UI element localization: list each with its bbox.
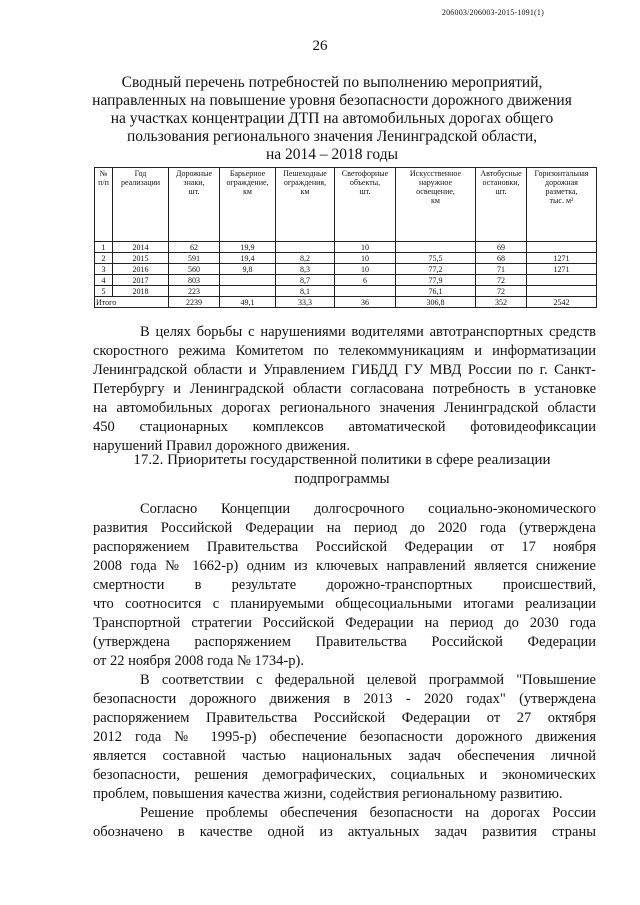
text-line: 2008 года № 1662-р) одним из ключевых направлений является снижение <box>93 558 596 574</box>
header-text: Год <box>134 169 147 178</box>
table-cell <box>527 275 597 286</box>
title-line: пользования регионального значения Ленинградской области, <box>126 128 538 145</box>
column-header <box>113 168 169 242</box>
header-text: Пешеходные <box>283 169 327 178</box>
header-text: ограждение, <box>226 178 269 187</box>
header-text: км <box>243 187 252 196</box>
column-header <box>396 168 476 242</box>
text-line: распоряжением Правительства Российской Федерации от 27 октября <box>93 710 596 726</box>
header-text: наружное <box>418 178 453 187</box>
text-line: нарушений Правил дорожного движения. <box>93 438 350 454</box>
page-number: 26 <box>312 38 328 54</box>
header-text: км <box>300 187 310 196</box>
total-cell: 2239 <box>169 297 220 308</box>
table-cell: 19,4 <box>220 253 276 264</box>
needs-summary-table <box>94 167 597 308</box>
header-text: Барьерное <box>229 169 266 178</box>
text-line: от 22 ноября 2008 года № 1734-р). <box>93 653 304 669</box>
header-text: шт. <box>359 187 371 196</box>
text-line: развития Российской Федерации на период до 2020 года (утверждена <box>93 520 596 536</box>
text-line: обозначено в качестве одной из актуальных задач развития страны <box>93 824 596 840</box>
header-text: шт. <box>495 187 507 196</box>
table-row <box>95 264 597 275</box>
header-text: ограждения, <box>283 178 327 187</box>
table-cell: 8,3 <box>276 264 335 275</box>
table-cell: 2 <box>95 253 113 264</box>
total-cell: 306,8 <box>396 297 476 308</box>
table-cell: 223 <box>169 286 220 297</box>
header-text: дорожная <box>545 178 578 187</box>
header-text: Искусственное <box>409 169 462 178</box>
text-line: (утверждена распоряжением Правительства Российской Федерации <box>93 634 596 650</box>
text-line: смертности в результате дорожно-транспортных происшествий, <box>93 577 596 593</box>
table-cell: 8,2 <box>276 253 335 264</box>
title-line: на участках концентрации ДТП на автомобильных дорогах общего <box>110 110 554 127</box>
table-cell <box>527 242 597 253</box>
header-text: Горизонтальная <box>534 169 589 178</box>
header-text: Светофорные <box>341 169 389 178</box>
table-cell: 8,1 <box>276 286 335 297</box>
header-text: км <box>431 196 440 205</box>
text-line: В соответствии с федеральной целевой программой "Повышение <box>140 672 596 688</box>
table-title <box>92 74 572 164</box>
text-line: Решение проблемы обеспечения безопасности на дорогах России <box>140 805 596 821</box>
header-text: объекты, <box>349 178 381 187</box>
column-header <box>220 168 276 242</box>
table-cell <box>335 286 396 297</box>
table-header-row <box>95 168 597 242</box>
paragraph-federal-program <box>93 671 596 804</box>
table-cell: 3 <box>95 264 113 275</box>
table-cell <box>276 242 335 253</box>
text-line: 450 стационарных комплексов автоматической фотовидеофиксации <box>93 419 596 435</box>
text-line: Согласно Концепции долгосрочного социально-экономического <box>140 501 596 517</box>
table-body <box>95 242 597 308</box>
table-cell: 2017 <box>113 275 169 286</box>
paragraph-road-safety <box>93 804 596 842</box>
header-text: разметка, <box>545 187 578 196</box>
table-cell: 10 <box>335 264 396 275</box>
table-cell: 72 <box>476 275 527 286</box>
text-line: скоростного режима Комитетом по телекоммуникациям и информатизации <box>93 343 596 359</box>
table-cell: 62 <box>169 242 220 253</box>
table-cell: 1271 <box>527 264 597 275</box>
table-row <box>95 253 597 264</box>
header-text: п/п <box>98 178 109 187</box>
table-total-row <box>95 297 597 308</box>
table-row <box>95 286 597 297</box>
table-cell: 19,9 <box>220 242 276 253</box>
table-cell: 560 <box>169 264 220 275</box>
table-cell: 1271 <box>527 253 597 264</box>
column-header <box>476 168 527 242</box>
total-cell: 36 <box>335 297 396 308</box>
text-line: распоряжением Правительства Российской Федерации от 17 ноября <box>93 539 596 555</box>
table-cell: 8,7 <box>276 275 335 286</box>
table-cell: 803 <box>169 275 220 286</box>
column-header <box>95 168 113 242</box>
column-header <box>527 168 597 242</box>
text-line: Ленинградской области и Управлением ГИБДД ГУ МВД России по г. Санкт- <box>93 362 596 378</box>
text-line: является составной частью национальных задач обеспечения личной <box>93 748 596 764</box>
table-cell <box>220 275 276 286</box>
table-cell: 75,5 <box>396 253 476 264</box>
table-cell: 4 <box>95 275 113 286</box>
table-cell: 77,9 <box>396 275 476 286</box>
header-text: реализации <box>120 178 161 187</box>
table-cell <box>220 286 276 297</box>
header-text: тыс. м² <box>549 196 574 205</box>
table-row <box>95 275 597 286</box>
table-cell: 69 <box>476 242 527 253</box>
text-line: В целях борьбы с нарушениями водителями автотранспортных средств <box>140 324 596 340</box>
total-cell: 33,3 <box>276 297 335 308</box>
text-line: Транспортной стратегии Российской Федерации на период до 2030 года <box>93 615 596 631</box>
text-line: на автомобильных дорогах регионального значения Ленинградской области <box>93 400 596 416</box>
table-cell: 71 <box>476 264 527 275</box>
table-cell: 10 <box>335 253 396 264</box>
table-cell <box>396 242 476 253</box>
table-cell: 2016 <box>113 264 169 275</box>
table-cell: 6 <box>335 275 396 286</box>
table-cell: 68 <box>476 253 527 264</box>
paragraph-concept-2020 <box>93 500 596 671</box>
header-text: знаки, <box>183 178 205 187</box>
title-line: направленных на повышение уровня безопасности дорожного движения <box>92 92 572 109</box>
column-header <box>335 168 396 242</box>
paragraph-enforcement-cameras <box>93 323 596 456</box>
table-cell: 77,2 <box>396 264 476 275</box>
header-text: № <box>99 169 108 178</box>
header-text: Дорожные <box>176 169 212 178</box>
title-line: на 2014 – 2018 годы <box>266 146 398 163</box>
text-line: проблем, повышения качества жизни, содействия региональному развитию. <box>93 786 563 802</box>
header-text: остановки, <box>482 178 520 187</box>
text-line: что соотносится с планируемыми общесоциальными итогами реализации <box>93 596 596 612</box>
section-heading <box>92 451 592 489</box>
table-cell <box>527 286 597 297</box>
heading-line: 17.2. Приоритеты государственной политики в сфере реализации <box>133 452 551 468</box>
table-cell: 10 <box>335 242 396 253</box>
text-line: 2012 года № 1995-р) обеспечение безопасности дорожного движения <box>93 729 596 745</box>
column-header <box>276 168 335 242</box>
title-line: Сводный перечень потребностей по выполнению мероприятий, <box>121 74 543 91</box>
document-id: 206003/206003-2015-1091(1) <box>441 8 544 17</box>
table-cell: 591 <box>169 253 220 264</box>
header-text: шт. <box>188 187 200 196</box>
header-text: Автобусные <box>480 169 522 178</box>
text-line: Петербургу и Ленинградской области согласована потребность в установке <box>93 381 596 397</box>
total-cell: 2542 <box>527 297 597 308</box>
table-row <box>95 242 597 253</box>
table-cell: 5 <box>95 286 113 297</box>
table-cell: 72 <box>476 286 527 297</box>
table-cell: 2018 <box>113 286 169 297</box>
header-text: освещение, <box>416 187 455 196</box>
table-cell: 76,1 <box>396 286 476 297</box>
total-label: Итого <box>95 297 169 308</box>
column-header <box>169 168 220 242</box>
heading-line: подпрограммы <box>294 471 390 487</box>
table-cell: 2014 <box>113 242 169 253</box>
table-cell: 1 <box>95 242 113 253</box>
text-line: безопасности, решения демографических, социальных и экономических <box>93 767 596 783</box>
total-cell: 352 <box>476 297 527 308</box>
table-cell: 9,8 <box>220 264 276 275</box>
text-line: безопасности дорожного движения в 2013 - 2020 годах" (утверждена <box>93 691 596 707</box>
total-cell: 49,1 <box>220 297 276 308</box>
table-cell: 2015 <box>113 253 169 264</box>
